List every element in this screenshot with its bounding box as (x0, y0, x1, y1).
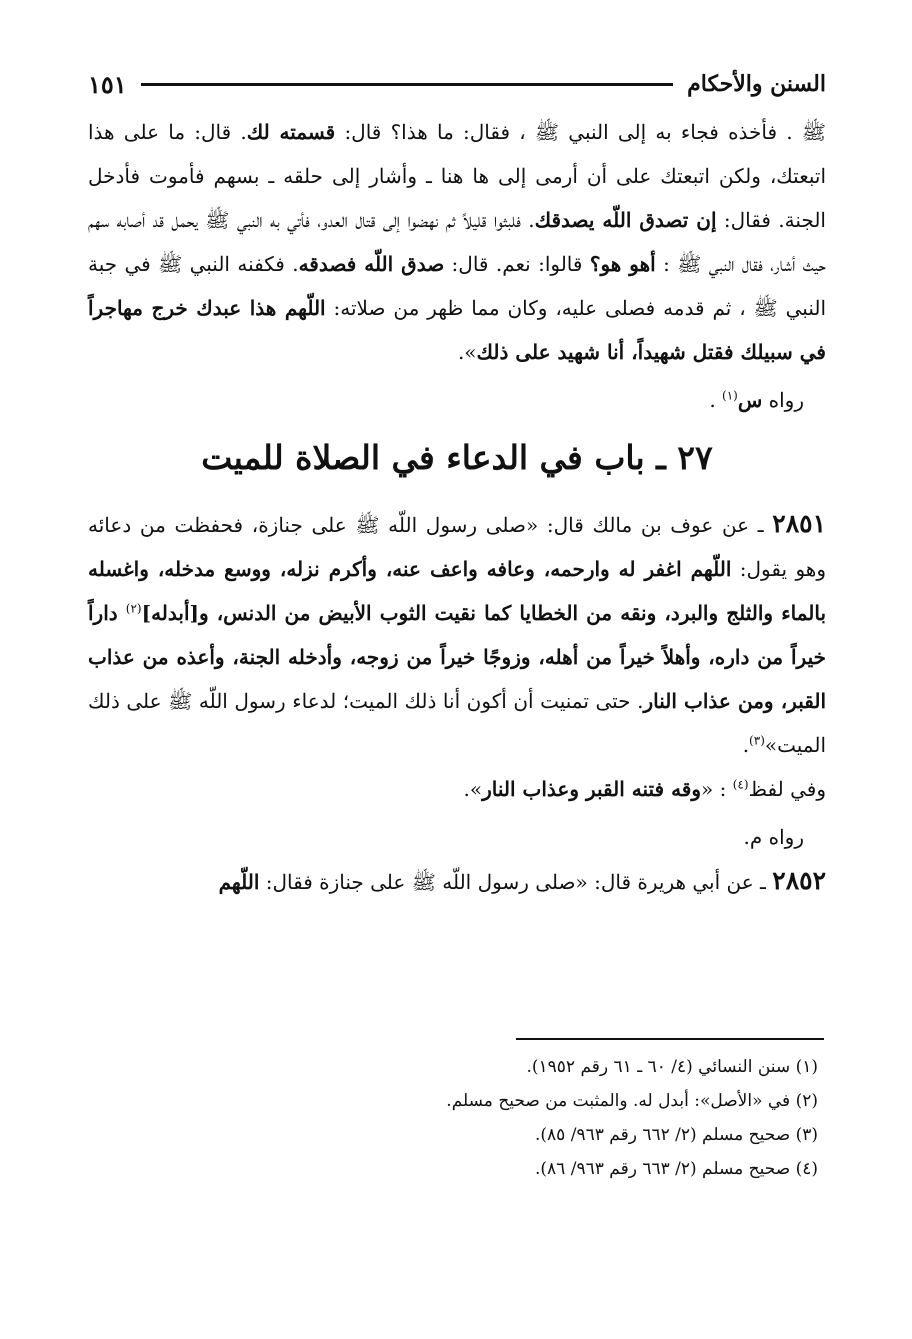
footnotes (88, 1050, 818, 1186)
hadith-number: ٢٨٥٢ (772, 866, 826, 895)
hadith-2852-bold: اللّهم (218, 870, 260, 894)
footnote-4: (٤) صحيح مسلم (٢/ ٦٦٣ رقم ٩٦٣/ ٨٦). (535, 1159, 818, 1179)
text-run: ـ عن عوف بن مالك قال: «صلى رسول اللّه ﷺ على جنازة، فحفظت من دعائه وهو يقول: (88, 513, 826, 581)
footnote-rule (516, 1038, 824, 1040)
text-run: . فكفنه النبي ﷺ في جبة النبي ﷺ ، ثم قدمه فصلى عليه، وكان مما ظهر من صلاته: (88, 252, 826, 320)
hadith-2852-text: ـ عن أبي هريرة قال: «صلى رسول اللّه ﷺ على جنازة فقال: (259, 870, 773, 894)
text-run: ». (457, 340, 477, 364)
text-run: . حتى تمنيت أن أكون أنا ذلك الميت؛ لدعاء رسول اللّه ﷺ على ذلك الميت» (88, 689, 826, 757)
page-number: ١٥١ (88, 69, 127, 99)
variant-prefix: وفي لفظ (748, 777, 826, 801)
variant-bold-text: وقه فتنه القبر وعذاب النار (482, 777, 702, 801)
bold-text-run: صدق اللّه فصدقه (298, 252, 445, 276)
text-run: قالوا: نعم. قال: (444, 252, 590, 276)
bold-text-run: إن تصدق اللّه يصدقك (534, 208, 717, 232)
text-run: . فلبثوا قليلاً ثم نهضوا إلى قتال العدو، فأتي به النبي ﷺ يحمل قد أصابه سهم حيث أشار، فقال النبي ﷺ : (88, 208, 827, 276)
chapter-title: ٢٧ ـ باب في الدعاء في الصلاة للميت (201, 438, 713, 477)
footnote-ref: (٤) (732, 777, 749, 792)
header-rule (141, 83, 673, 86)
footnote-3: (٣) صحيح مسلم (٢/ ٦٦٢ رقم ٩٦٣/ ٨٥). (535, 1125, 818, 1145)
page-body (88, 110, 826, 904)
source-suffix: . (709, 388, 723, 412)
text-run: ﷺ . فأخذه فجاء به إلى النبي ﷺ ، فقال: ما هذا؟ قال: (335, 120, 827, 144)
continued-hadith-paragraph (88, 110, 826, 374)
footnote-2: (٢) في «الأصل»: أبدل له. والمثبت من صحيح مسلم. (446, 1091, 818, 1111)
footnote-1: (١) سنن النسائي (٤/ ٦٠ ـ ٦١ رقم ١٩٥٢). (526, 1057, 818, 1077)
hadith-2851 (88, 502, 826, 767)
text-run: . (742, 733, 750, 757)
bold-text-run: أهو هو؟ (589, 252, 656, 276)
bold-text-run: اللّهم هذا عبدك خرج مهاجراً في سبيلك فقتل شهيداً، أنا شهيد على ذلك (88, 296, 826, 364)
variant-mid: : « (701, 777, 733, 801)
footnote-ref: (٢) (125, 601, 142, 616)
source-prefix: رواه (762, 388, 804, 412)
source-abbrev: س (737, 388, 763, 412)
bold-text-run: داراً خيراً من داره، وأهلاً خيراً من أهله، وزوجًا خيراً من زوجه، وأدخله الجنة، وأعذه من عذاب القبر، ومن عذاب النار (88, 601, 827, 713)
hadith-number: ٢٨٥١ (772, 509, 826, 538)
variant-suffix: ». (463, 777, 483, 801)
hadith-2851-text (88, 513, 826, 757)
running-title: السنن والأحكام (687, 71, 826, 97)
hadith-2852 (88, 859, 826, 904)
hadith-2851-variant (88, 767, 826, 811)
bold-text-run: قسمته لك (246, 120, 336, 144)
footnote-ref: (١) (722, 388, 738, 403)
source-citation (88, 378, 826, 422)
footnote-ref: (٣) (749, 733, 765, 748)
bold-text-run: اللّهم اغفر له وارحمه، وعافه واعف عنه، وأكرم نزله، ووسع مدخله، واغسله بالماء والثلج والبرد، ونقه من الخطايا كما نقيت الثوب الأبيض من الدنس، و[أبدله] (88, 557, 827, 625)
page-header (88, 64, 826, 104)
source-citation-2851: رواه م. (743, 825, 804, 849)
text-run: . قال: ما على هذا اتبعتك، ولكن اتبعتك على أن أرمى إلى ها هنا ـ وأشار إلى حلقه ـ بسهم فأموت فأدخل الجنة. فقال: (88, 120, 826, 232)
